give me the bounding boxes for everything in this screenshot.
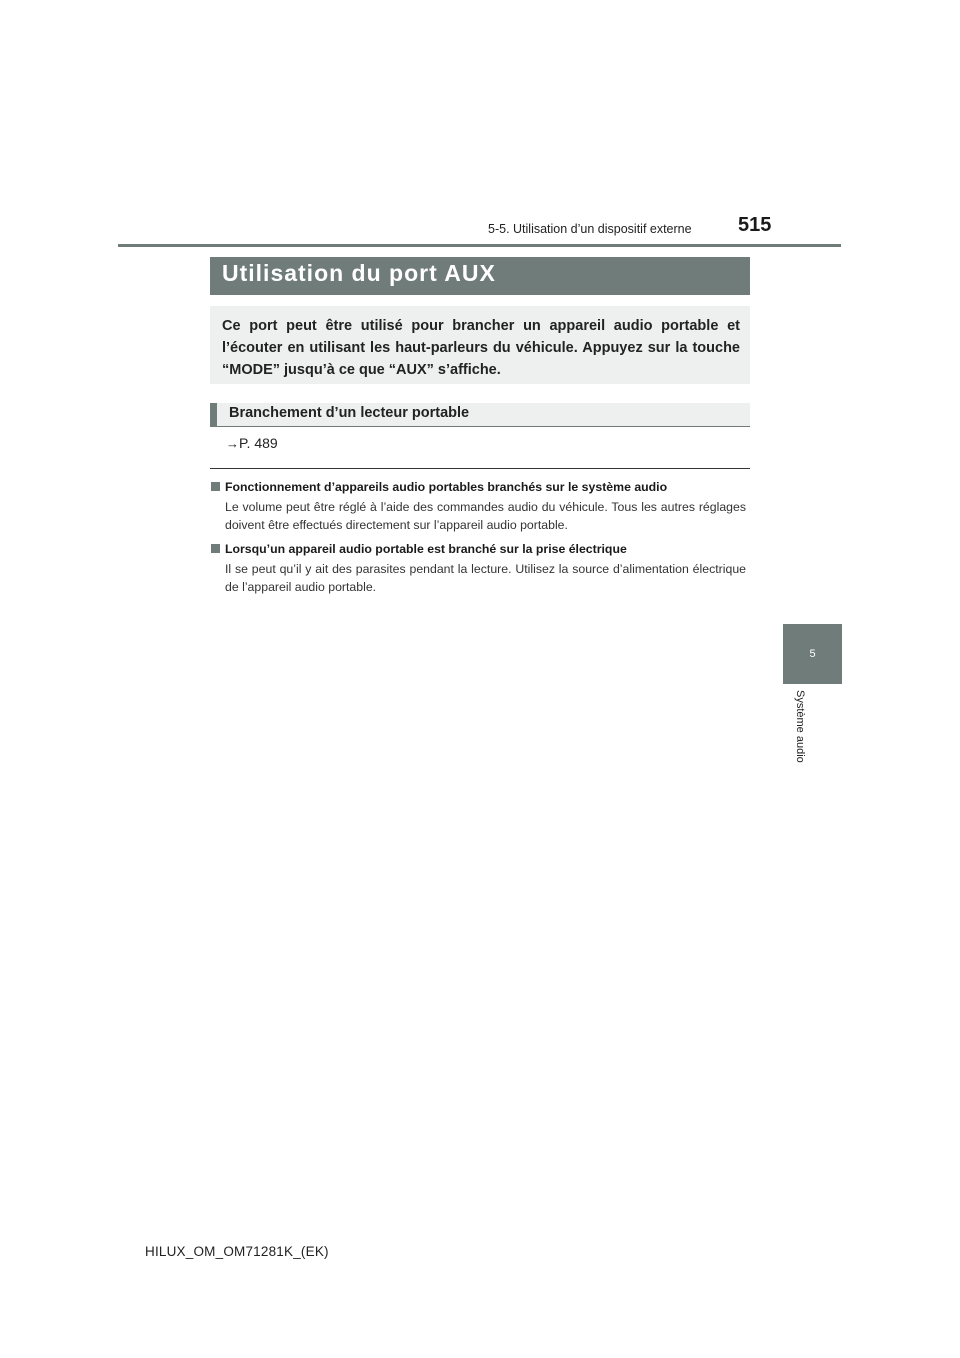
note-title-text: Fonctionnement d’appareils audio portables branchés sur le système audio: [225, 480, 668, 494]
square-bullet-icon: [211, 482, 220, 491]
subsection-heading: Branchement d’un lecteur portable: [210, 403, 750, 427]
notes-divider: [210, 468, 750, 469]
note-body: Le volume peut être réglé à l’aide des commandes audio du véhicule. Tous les autres réglages doivent être effectués directement sur l’appareil audio portable.: [225, 500, 746, 532]
note-body: Il se peut qu’il y ait des parasites pendant la lecture. Utilisez la source d’alimentation électrique de l’appareil audio portable.: [225, 562, 746, 594]
square-bullet-icon: [211, 544, 220, 553]
intro-box: [210, 306, 750, 384]
page-reference-text: P. 489: [239, 435, 278, 451]
header-rule: [118, 244, 841, 247]
page-number: 515: [738, 214, 772, 236]
document-id: HILUX_OM_OM71281K_(EK): [145, 1244, 329, 1259]
chapter-tab[interactable]: [783, 624, 842, 684]
note-title: [211, 478, 746, 496]
note-item: [211, 478, 746, 534]
note-title: [211, 540, 746, 558]
chapter-label: Système audio: [794, 690, 806, 763]
intro-text: Ce port peut être utilisé pour brancher un appareil audio portable et l’écouter en utilisant les haut-parleurs du véhicule. Appuyez sur la touche “MODE” jusqu’à ce que “AUX” s’affiche.: [222, 318, 740, 378]
note-item: [211, 540, 746, 596]
arrow-right-icon: →: [226, 436, 239, 451]
section-title: Utilisation du port AUX: [210, 257, 750, 295]
page-reference[interactable]: [226, 435, 278, 451]
chapter-number: 5: [809, 648, 816, 660]
running-header-section: 5-5. Utilisation d’un dispositif externe: [488, 222, 692, 236]
note-title-text: Lorsqu’un appareil audio portable est branché sur la prise électrique: [225, 542, 627, 556]
